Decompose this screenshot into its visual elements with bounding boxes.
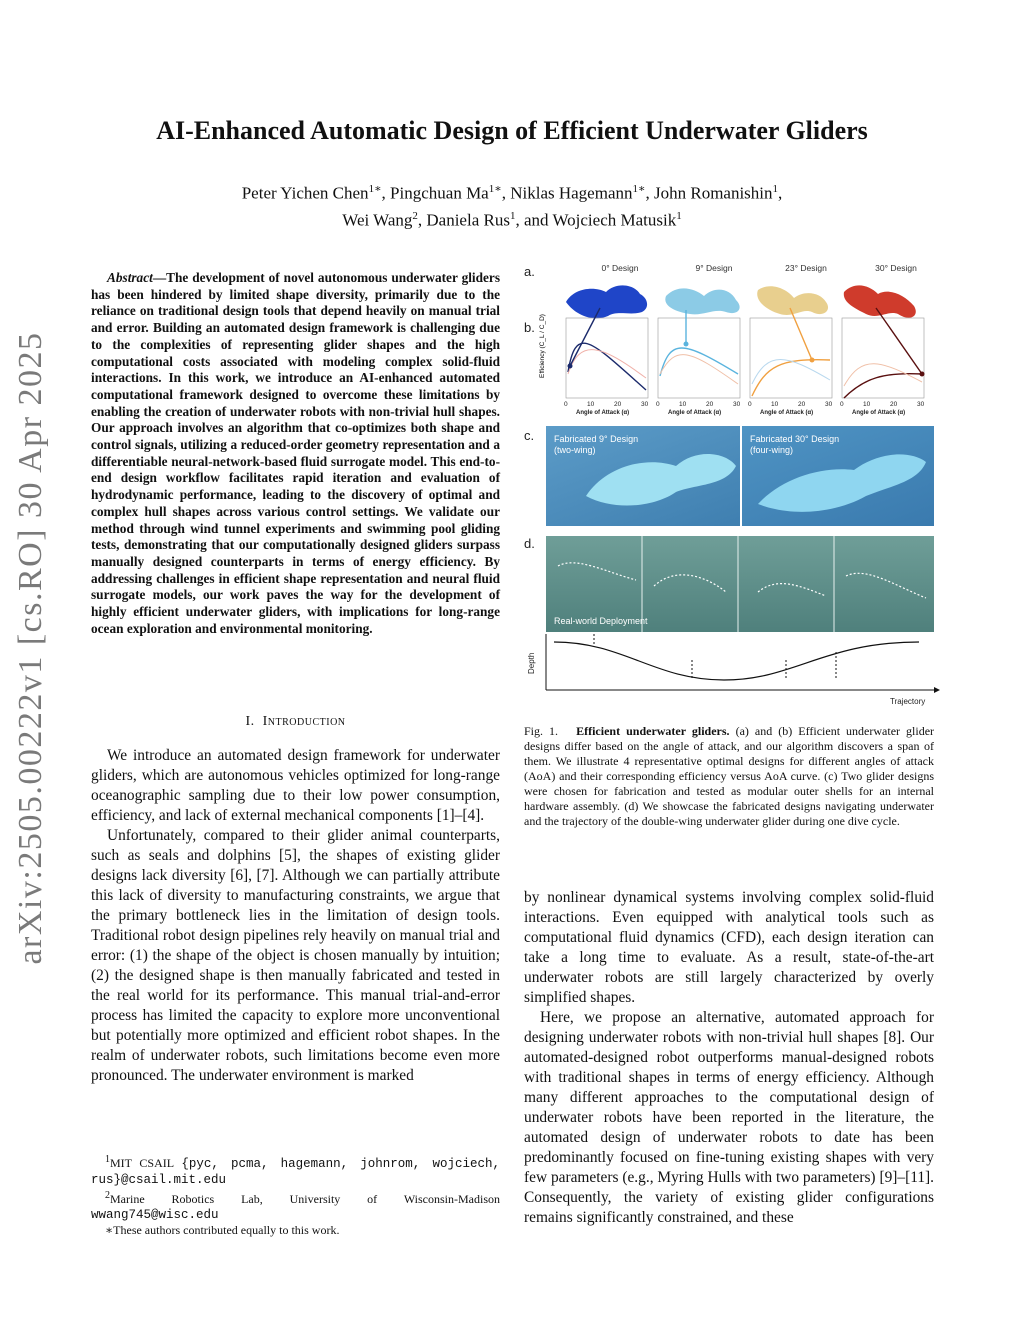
tick-label: 20 bbox=[890, 401, 898, 408]
author-affil: 1 bbox=[772, 183, 779, 195]
author-affil: 1 bbox=[509, 209, 516, 222]
paper-title: AI-Enhanced Automatic Design of Efficient Underwater Gliders bbox=[156, 116, 868, 145]
design-label: 30° Design bbox=[875, 263, 917, 273]
trajectory-curve bbox=[554, 642, 919, 680]
paragraph: We introduce an automated design framework for underwater gliders, which are autonomous vehicles optimized for long-range oceanographic sampling due to their low power consumption, efficiency, and lack of external mechanical components [1]–[4]. bbox=[91, 747, 500, 824]
depth-trajectory-plot bbox=[524, 632, 940, 708]
photo-fabricated-30deg bbox=[742, 426, 934, 526]
efficiency-curve-0 bbox=[568, 343, 646, 390]
axis-label-x: Angle of Attack (α) bbox=[668, 410, 722, 416]
glider-23-deg bbox=[757, 286, 828, 315]
chart-frame-1 bbox=[658, 318, 740, 398]
intro-column-left bbox=[91, 746, 500, 1086]
design-label: 0° Design bbox=[601, 263, 639, 273]
author-name: Daniela Rus bbox=[426, 210, 510, 230]
photo-caption: Fabricated 30° Design (four-wing) bbox=[750, 434, 840, 455]
photo-deployment bbox=[546, 536, 934, 632]
figure-caption bbox=[524, 724, 934, 829]
author-name: John Romanishin bbox=[653, 183, 773, 203]
design-arrow-2 bbox=[790, 308, 812, 360]
tick-label: 0 bbox=[840, 401, 844, 408]
efficiency-ylabel: Efficiency (C_L / C_D) bbox=[539, 314, 546, 378]
design-label: 23° Design bbox=[785, 263, 827, 273]
footnote: $^2$Marine Robotics Lab, University of Wisconsin-Madison wwang745@wisc.edu bbox=[91, 1190, 500, 1222]
photo-caption: Fabricated 9° Design (two-wing) bbox=[554, 434, 639, 455]
design-label: 9° Design bbox=[695, 263, 733, 273]
design-arrow-0 bbox=[570, 308, 600, 366]
tick-label: 0 bbox=[656, 401, 660, 408]
trajectory-axis-label: Trajectory bbox=[890, 697, 926, 706]
tick-label: 30 bbox=[917, 401, 925, 408]
tick-label: 10 bbox=[863, 401, 871, 408]
tick-label: 0 bbox=[564, 401, 568, 408]
author-affil: 1 bbox=[676, 209, 682, 222]
author-affil: 1∗ bbox=[368, 183, 382, 195]
tick-label: 10 bbox=[771, 401, 779, 408]
panel-label-c: c. bbox=[524, 428, 535, 443]
caption-label: Fig. 1. bbox=[524, 724, 559, 738]
efficiency-curve-0-faint bbox=[568, 350, 646, 378]
panel-label-a: a. bbox=[524, 264, 535, 279]
author-affil: 1∗ bbox=[632, 183, 646, 195]
tick-label: 20 bbox=[614, 401, 622, 408]
panel-label-b: b. bbox=[524, 320, 535, 335]
abstract-text: The development of novel autonomous underwater gliders has been hindered by limited shape diversity, primarily due to the reliance on traditional design tools that depend heavily on manual trial and error. Building an automated design framework is challenging due to the complexities of representing glider shapes and the high computational costs associated with modeling complex solid-fluid interactions. In this work, we introduce an AI-enhanced automated computational framework designed to overcome these limitations by enabling the creation of underwater robots with non-trivial hull shapes. Our approach involves an algorithm that co-optimizes both shape and control signals, utilizing a reduced-order geometry representation and a differentiable neural-network-based fluid surrogate model. This end-to-end design workflow facilitates rapid iteration and evaluation of hydrodynamic performance, leading to the discovery of optimal and complex hull shapes across various control settings. We validate our method through wind tunnel experiments and swimming pool gliding tests, demonstrating that our computationally designed gliders surpass manually designed counterparts in terms of energy efficiency. By addressing challenges in efficient shape representation and neural fluid surrogate models, our work paves the way for the development of highly efficient underwater gliders, with implications for long-range ocean exploration and environmental monitoring. bbox=[91, 270, 500, 636]
footnote: $^1$MIT CSAIL {pyc, pcma, hagemann, johnrom, wojciech, rus}@csail.mit.edu bbox=[91, 1154, 500, 1187]
author-affil: 2 bbox=[412, 209, 418, 222]
tick-label: 20 bbox=[798, 401, 806, 408]
tick-label: 30 bbox=[733, 401, 741, 408]
caption-title: Efficient underwater gliders. bbox=[576, 724, 730, 738]
efficiency-curve-1 bbox=[660, 348, 738, 376]
depth-axis-label: Depth bbox=[527, 652, 536, 674]
chart-frame-2 bbox=[750, 318, 832, 398]
tick-label: 30 bbox=[641, 401, 649, 408]
tick-label: 0 bbox=[748, 401, 752, 408]
photo-fabricated-9deg bbox=[546, 426, 740, 526]
section-heading: I. Introduction bbox=[245, 714, 346, 729]
paragraph: Unfortunately, compared to their glider animal counterparts, such as seals and dolphins [5], the shapes of existing glider designs lack diversity [6], [7]. Although we can partially attribute this lack of diversity to manufacturing constraints, we argue that the primary bottleneck lies in the limitation of design tools. Traditional robot design pipelines rely heavily on manual trial and error: (1) the shape of the object is chosen manually by intuition; (2) the designed shape is then manually fabricated and tested in the real world for its performance. This manual trial-and-error process has limited the capacity to explore more unconventional but potentially more optimized and efficient robot shapes. In the realm of underwater robots, such limitations become even more pronounced. The underwater environment is marked bbox=[91, 827, 500, 1084]
footnote: ∗These authors contributed equally to this work. bbox=[105, 1223, 340, 1237]
author-name: Peter Yichen Chen bbox=[241, 183, 369, 203]
trajectory-arrowhead bbox=[934, 687, 940, 693]
tick-label: 20 bbox=[706, 401, 714, 408]
tick-label: 10 bbox=[679, 401, 687, 408]
intro-column-right bbox=[524, 888, 934, 1228]
author-name: Wojciech Matusik bbox=[552, 210, 677, 230]
author-name: Pingchuan Ma bbox=[390, 183, 489, 203]
tick-label: 30 bbox=[825, 401, 833, 408]
efficiency-curve-2-faint bbox=[752, 360, 830, 385]
glider-9-deg bbox=[665, 288, 739, 314]
efficiency-charts bbox=[540, 314, 936, 418]
efficiency-curve-3 bbox=[844, 374, 922, 398]
abstract-lead: Abstract bbox=[107, 270, 153, 285]
efficiency-curve-3-faint bbox=[844, 364, 922, 386]
photo-caption: Real-world Deployment bbox=[554, 616, 648, 626]
author-list: Peter Yichen Chen$^{1∗}$, Pingchuan $Ma^{1∗}$, Niklas Hagemann$^{1∗}$, John Romanishin$^1$, Wei Wang$^2$, Daniela Rus$^1$, and Wojciech Matusik$^1$ bbox=[241, 183, 783, 230]
axis-label-x: Angle of Attack (α) bbox=[852, 410, 906, 416]
efficiency-curve-1-faint bbox=[660, 355, 738, 384]
tick-label: 10 bbox=[587, 401, 595, 408]
caption-text: (a) and (b) Efficient underwater glider designs differ based on the angle of attack, and our algorithm discovers a span of them. We illustrate 4 representative optimal designs for different angles of attack (AoA) and their corresponding efficiency versus AoA curve. (c) Two glider designs were chosen for fabrication and tested as modular outer shells for an internal hardware assembly. (d) We showcase the fabricated designs navigating underwater and the trajectory of the double-wing underwater glider during one dive cycle. bbox=[524, 724, 935, 828]
paragraph: Here, we propose an alternative, automated approach for designing underwater robots with non-trivial hull shapes [8]. Our automated-designed robot outperforms manual-designed robots with traditional shapes in terms of energy efficiency. Although many different approaches to the computational design of underwater robots have been reported in the literature, the automated design of underwater robots to date has been predominantly focused on fine-tuning existing shapes with very few parameters (e.g., Myring Hulls with two parameters) [9]–[11]. Consequently, the variety of existing glider configurations remains significantly constrained, and these bbox=[524, 1009, 934, 1226]
abstract: Abstract—The development of novel autonomous underwater gliders has been hindered by limited shape diversity, primarily due to the reliance on traditional design tools that depend heavily on manual trial and error. Building an automated design framework is challenging due to the complexities of representing glider shapes and the high computational costs associated with modeling complex solid-fluid interactions. In this work, we introduce an AI-enhanced automated computational framework designed to overcome these limitations by enabling the creation of underwater robots with non-trivial hull shapes. Our approach involves an algorithm that co-optimizes both shape and control signals, utilizing a reduced-order geometry representation and a differentiable neural-network-based fluid surrogate model. This end-to-end design workflow facilitates rapid iteration and evaluation of hydrodynamic performance, leading to the discovery of optimal and complex hull shapes across various control settings. We validate our method through wind tunnel experiments and swimming pool gliding tests, demonstrating that our computationally designed gliders surpass manually designed counterparts in terms of energy efficiency. By addressing challenges in efficient shape representation and neural fluid surrogate models, our work paves the way for the development of highly efficient underwater gliders, with implications for long-range ocean exploration and environmental monitoring. bbox=[91, 270, 500, 636]
figure-1 bbox=[524, 258, 940, 710]
efficiency-curve-2 bbox=[752, 360, 830, 396]
panel-label-d: d. bbox=[524, 536, 535, 551]
axis-label-x: Angle of Attack (α) bbox=[760, 410, 814, 416]
chart-frame-0 bbox=[566, 318, 648, 398]
paragraph: by nonlinear dynamical systems involving complex solid-fluid interactions. Even equipped with analytical tools such as computational fluid dynamics (CFD), each design iteration can take a long time to evaluate. As a result, state-of-the-art underwater robots are still largely characterized by overly simplified shapes. bbox=[524, 889, 934, 1006]
author-name: Wei Wang bbox=[342, 210, 413, 230]
axis-label-x: Angle of Attack (α) bbox=[576, 410, 630, 416]
arxiv-identifier: arXiv:2505.00222v1 [cs.RO] 30 Apr 2025 bbox=[12, 331, 49, 965]
author-name: Niklas Hagemann bbox=[510, 183, 633, 203]
footnotes bbox=[91, 1152, 500, 1238]
author-affil: 1∗ bbox=[488, 183, 502, 195]
